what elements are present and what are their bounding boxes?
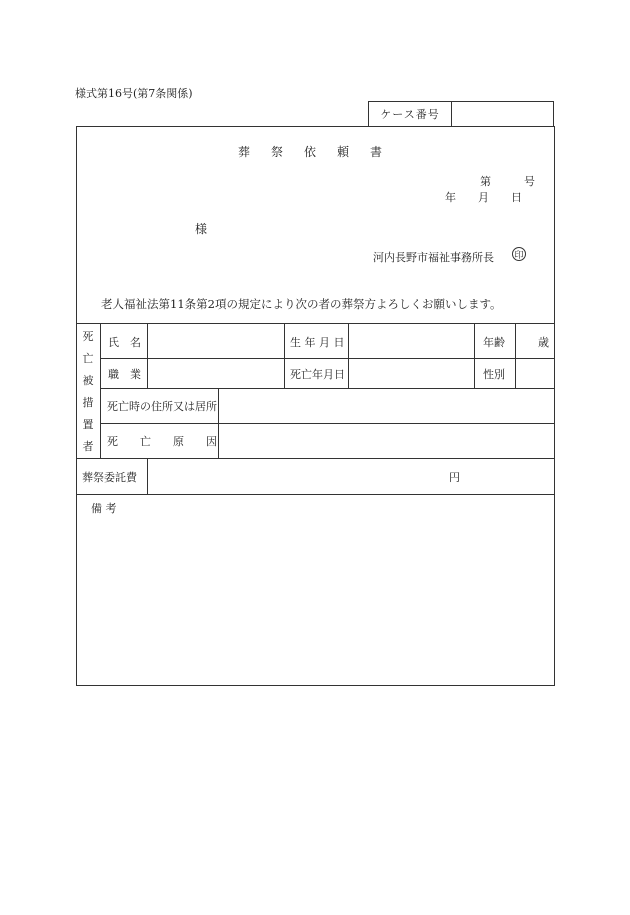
col-rule-fee (147, 458, 148, 494)
col-rule-label (147, 323, 148, 388)
row-rule-5 (76, 494, 555, 495)
col-rule-age-value (515, 323, 516, 388)
seal-mark: 印 (512, 247, 526, 261)
sex-label: 性別 (483, 368, 505, 381)
row-rule-1 (100, 358, 555, 359)
yen-unit: 円 (449, 471, 460, 484)
col-rule-age-label (474, 323, 475, 388)
deceased-char: 者 (82, 440, 94, 453)
job-label: 職 業 (108, 368, 141, 381)
deceased-char: 被 (82, 374, 94, 387)
deceased-char: 死 (82, 330, 94, 343)
request-text: 老人福祉法第11条第2項の規定により次の者の葬祭方よろしくお願いします。 (101, 297, 502, 311)
section-divider (100, 323, 101, 458)
deceased-char: 措 (82, 396, 94, 409)
remarks-label: 備 考 (91, 502, 117, 515)
document-title: 葬祭依頼書 (238, 145, 404, 159)
deceased-char: 亡 (82, 352, 94, 365)
case-number-label: ケース番号 (369, 102, 452, 126)
name-label: 氏 名 (108, 336, 141, 349)
form-number-label: 様式第16号(第7条関係) (75, 87, 193, 100)
deceased-char: 置 (82, 418, 94, 431)
age-unit: 歳 (538, 336, 549, 349)
death-date-label: 死亡年月日 (290, 368, 345, 381)
document-date: 年 月 日 (445, 191, 522, 204)
row-rule-3 (100, 423, 555, 424)
deceased-section-label (77, 325, 99, 457)
issuer-name: 河内長野市福祉事務所長 (373, 251, 494, 264)
document-number: 第 号 (480, 175, 535, 188)
col-rule-birth-label (284, 323, 285, 388)
col-rule-address (218, 388, 219, 458)
case-number-box (368, 101, 554, 126)
fee-label: 葬祭委託費 (82, 471, 137, 484)
cause-label: 死 亡 原 因 (107, 435, 217, 448)
age-label: 年齢 (483, 336, 505, 349)
col-rule-birth-value (348, 323, 349, 388)
birth-date-label: 生 年 月 日 (290, 336, 345, 349)
address-label: 死亡時の住所又は居所 (107, 400, 217, 413)
addressee-suffix: 様 (195, 222, 208, 236)
row-rule-2 (100, 388, 555, 389)
